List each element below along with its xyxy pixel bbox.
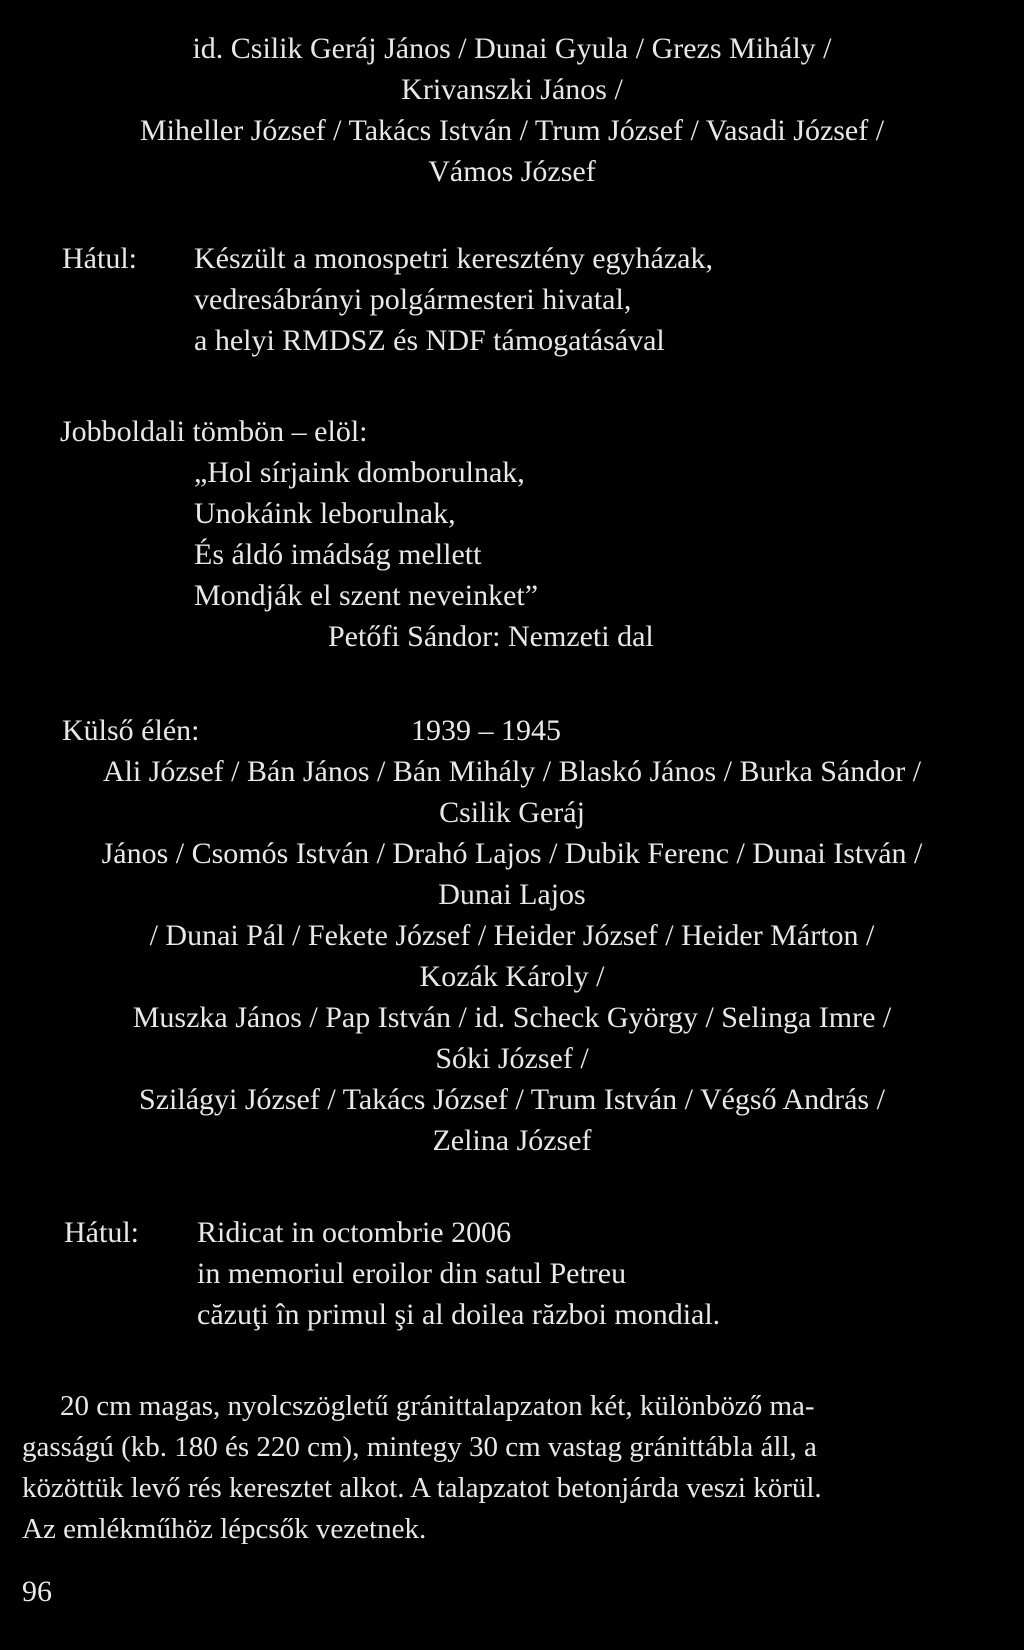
poem-line: „Hol sírjaink domborulnak, — [194, 456, 525, 489]
poem — [22, 452, 1002, 616]
inscription-line: a helyi RMDSZ és NDF támogatásával — [194, 324, 665, 357]
inscription-line: vedresábrányi polgármesteri hivatal, — [194, 283, 632, 316]
name-line: Miheller József / Takács István / Trum József / Vasadi József / — [139, 114, 885, 147]
poem-line: Mondják el szent neveinket” — [194, 579, 539, 612]
outer-edge-names — [22, 751, 1002, 1161]
name-line: Kozák Károly / — [419, 960, 605, 993]
name-line: / Dunai Pál / Fekete József / Heider József / Heider Márton / — [149, 919, 875, 952]
description-paragraph — [22, 1386, 1002, 1550]
poem-attribution: Petőfi Sándor: Nemzeti dal — [328, 620, 654, 653]
description-line: 20 cm magas, nyolcszögletű gránittalapzaton két, különböző ma- — [60, 1390, 815, 1422]
outer-edge-header — [22, 710, 1002, 751]
names-top — [22, 28, 1002, 192]
right-block — [22, 411, 1002, 657]
name-line: Krivanszki János / — [401, 73, 623, 106]
name-line: Szilágyi József / Takács József / Trum István / Végső András / — [139, 1083, 885, 1116]
name-line: Sóki József / — [435, 1042, 589, 1075]
years: 1939 – 1945 — [411, 714, 561, 747]
description-line: Az emlékműhöz lépcsők vezetnek. — [22, 1513, 427, 1545]
outer-edge-label: Külső élén: — [62, 714, 200, 747]
name-line: Zelina József — [432, 1124, 592, 1157]
poem-line: És áldó imádság mellett — [194, 538, 482, 571]
back-inscription-1 — [22, 238, 1002, 368]
name-line: János / Csomós István / Drahó Lajos / Dubik Ferenc / Dunai István / — [101, 837, 923, 870]
back-label: Hátul: — [64, 1216, 139, 1249]
inscription-line: in memoriul eroilor din satul Petreu — [197, 1257, 627, 1290]
name-line: id. Csilik Geráj János / Dunai Gyula / Grezs Mihály / — [192, 32, 832, 65]
right-block-heading: Jobboldali tömbön – elöl: — [60, 415, 368, 448]
inscription-line: căzuţi în primul şi al doilea război mondial. — [197, 1298, 721, 1331]
name-line: Muszka János / Pap István / id. Scheck György / Selinga Imre / — [132, 1001, 892, 1034]
description-line: gasságú (kb. 180 és 220 cm), mintegy 30 cm vastag gránittábla áll, a — [22, 1431, 817, 1463]
inscription-line: Ridicat in octombrie 2006 — [197, 1216, 512, 1249]
name-line: Csilik Geráj — [439, 796, 585, 829]
back-inscription-2 — [22, 1212, 1002, 1342]
inscription-line: Készült a monospetri keresztény egyházak, — [194, 242, 713, 275]
name-line: Dunai Lajos — [438, 878, 586, 911]
name-line: Ali József / Bán János / Bán Mihály / Blaskó János / Burka Sándor / — [102, 755, 922, 788]
name-line: Vámos József — [428, 155, 596, 188]
page-number: 96 — [22, 1575, 52, 1608]
back-label: Hátul: — [62, 242, 137, 275]
description-line: közöttük levő rés keresztet alkot. A talapzatot betonjárda veszi körül. — [22, 1472, 822, 1504]
poem-line: Unokáink leborulnak, — [194, 497, 456, 530]
